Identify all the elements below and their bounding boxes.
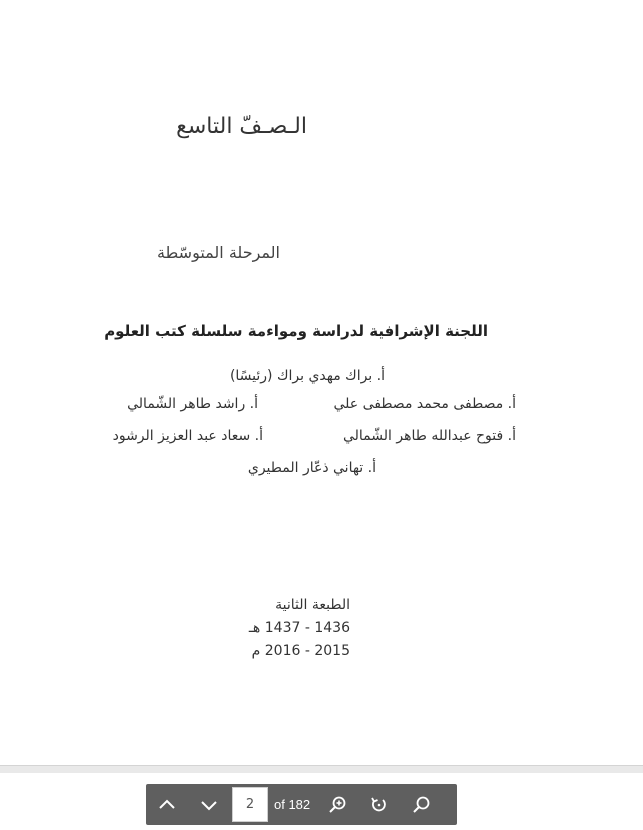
zoom-in-icon <box>327 795 347 815</box>
page-number-input[interactable] <box>232 787 268 822</box>
edition-label: الطبعة الثانية <box>275 597 350 613</box>
member: أ. فتوح عبدالله طاهر الشّمالي <box>342 428 516 444</box>
member: أ. سعاد عبد العزيز الرشود <box>112 428 263 444</box>
hijri-years: 1436 - 1437 هـ <box>248 620 350 636</box>
page-count-label: of 182 <box>274 797 311 812</box>
member: أ. مصطفى محمد مصطفى علي <box>333 396 516 412</box>
pdf-viewer-toolbar <box>146 784 457 825</box>
grade-title: الـصـفّ التاسع <box>176 114 307 139</box>
search-icon <box>411 795 431 815</box>
gregorian-years: 2015 - 2016 م <box>251 643 350 659</box>
chevron-down-icon <box>200 796 218 814</box>
next-page-button[interactable] <box>188 784 230 825</box>
rotate-icon <box>369 795 389 815</box>
search-button[interactable] <box>400 784 442 825</box>
chevron-up-icon <box>158 796 176 814</box>
member-chair: أ. براك مهدي براك (رئيسًا) <box>229 368 385 384</box>
zoom-in-button[interactable] <box>316 784 358 825</box>
stage-title: المرحلة المتوسّطة <box>156 243 280 262</box>
member: أ. تهاني ذعّار المطيري <box>247 460 376 476</box>
committee-title: اللجنة الإشرافية لدراسة ومواءمة سلسلة كتب العلوم <box>104 322 488 340</box>
rotate-button[interactable] <box>358 784 400 825</box>
member: أ. راشد طاهر الشّمالي <box>127 396 258 412</box>
previous-page-button[interactable] <box>146 784 188 825</box>
page-separator <box>0 765 643 773</box>
